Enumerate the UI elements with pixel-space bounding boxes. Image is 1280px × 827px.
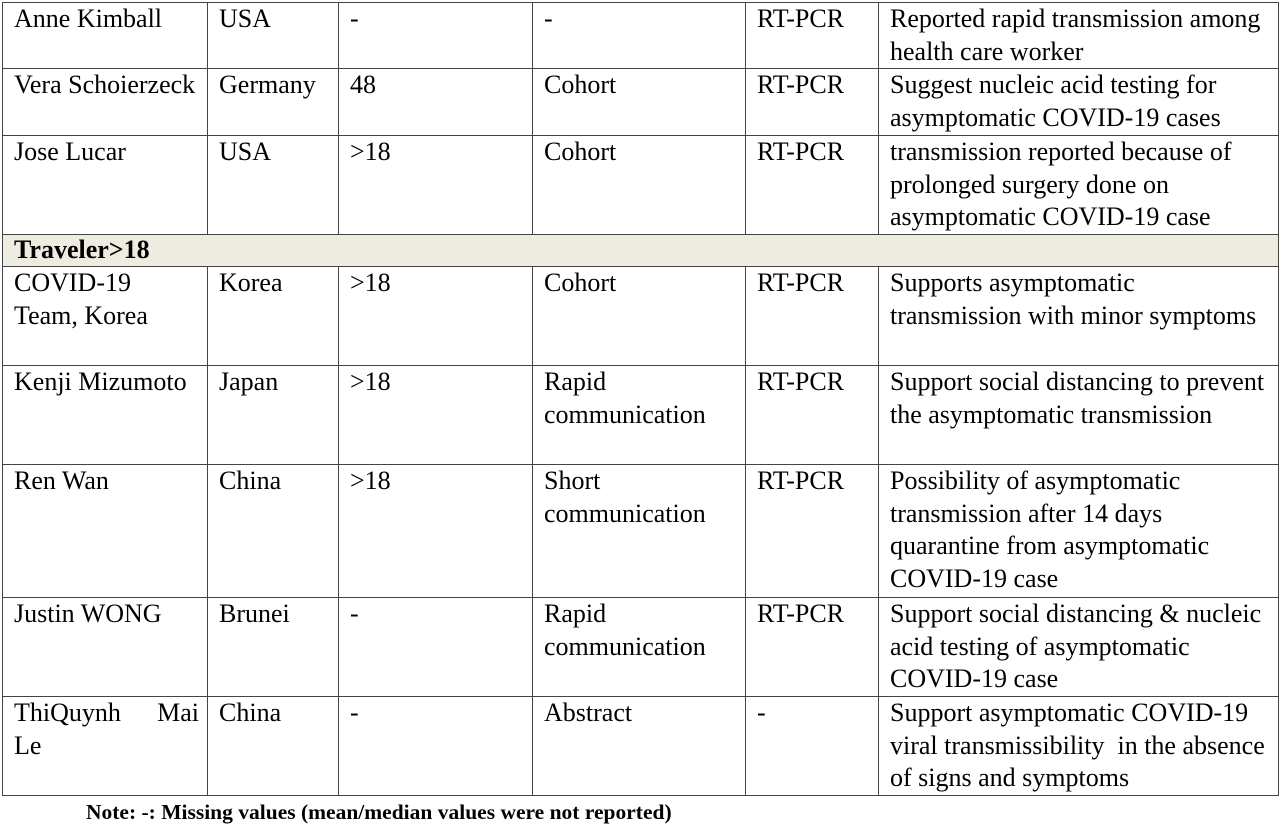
table-row: [3, 69, 1279, 136]
age-cell: >18: [339, 465, 533, 598]
finding-cell: Support social distancing & nucleic acid testing of asymptomatic COVID-19 case: [879, 598, 1279, 697]
author-cell: Kenji Mizumoto: [3, 366, 208, 465]
author-first-line: [14, 697, 199, 730]
author-cell: Anne Kimball: [3, 3, 208, 69]
author-middle-name: Mai: [157, 698, 199, 727]
table-row: [3, 366, 1279, 465]
country-cell: Korea: [208, 267, 339, 366]
author-cell: Ren Wan: [3, 465, 208, 598]
study-table: [2, 2, 1279, 796]
author-cell: Vera Schoierzeck: [3, 69, 208, 136]
method-cell: -: [746, 697, 879, 796]
method-cell: RT-PCR: [746, 136, 879, 235]
method-cell: RT-PCR: [746, 598, 879, 697]
author-cell: COVID-19 Team, Korea: [3, 267, 208, 366]
country-cell: USA: [208, 3, 339, 69]
method-cell: RT-PCR: [746, 366, 879, 465]
method-cell: RT-PCR: [746, 3, 879, 69]
country-cell: China: [208, 465, 339, 598]
finding-cell: Support asymptomatic COVID-19 viral transmissibility in the absence of signs and symptoms: [879, 697, 1279, 796]
age-cell: -: [339, 3, 533, 69]
author-cell: Jose Lucar: [3, 136, 208, 235]
finding-cell: Support social distancing to prevent the asymptomatic transmission: [879, 366, 1279, 465]
age-cell: 48: [339, 69, 533, 136]
country-cell: Germany: [208, 69, 339, 136]
table-row: [3, 267, 1279, 366]
finding-cell: Possibility of asymptomatic transmission after 14 days quarantine from asymptomatic COVID-19 case: [879, 465, 1279, 598]
age-cell: -: [339, 697, 533, 796]
table-note: Note: -: Missing values (mean/median values were not reported): [86, 800, 672, 824]
design-cell: Cohort: [533, 69, 746, 136]
design-cell: Abstract: [533, 697, 746, 796]
design-cell: Cohort: [533, 267, 746, 366]
finding-cell: Reported rapid transmission among health care worker: [879, 3, 1279, 69]
author-first-name: ThiQuynh: [14, 698, 121, 727]
age-cell: >18: [339, 136, 533, 235]
table-row: [3, 697, 1279, 796]
country-cell: Brunei: [208, 598, 339, 697]
finding-cell: Suggest nucleic acid testing for asymptomatic COVID-19 cases: [879, 69, 1279, 136]
design-cell: Cohort: [533, 136, 746, 235]
country-cell: Japan: [208, 366, 339, 465]
age-cell: >18: [339, 366, 533, 465]
table-row: [3, 136, 1279, 235]
author-last-name: Le: [14, 730, 42, 760]
method-cell: RT-PCR: [746, 465, 879, 598]
author-cell: Justin WONG: [3, 598, 208, 697]
age-cell: >18: [339, 267, 533, 366]
section-header-row: [3, 235, 1279, 267]
method-cell: RT-PCR: [746, 69, 879, 136]
table-row: [3, 465, 1279, 598]
section-title: Traveler>18: [3, 235, 1279, 267]
design-cell: Rapid communication: [533, 366, 746, 465]
age-cell: -: [339, 598, 533, 697]
design-cell: Rapid communication: [533, 598, 746, 697]
method-cell: RT-PCR: [746, 267, 879, 366]
finding-cell: transmission reported because of prolonged surgery done on asymptomatic COVID-19 case: [879, 136, 1279, 235]
finding-cell: Supports asymptomatic transmission with minor symptoms: [879, 267, 1279, 366]
design-cell: -: [533, 3, 746, 69]
author-cell: [3, 697, 208, 796]
table-row: [3, 3, 1279, 69]
table-row: [3, 598, 1279, 697]
country-cell: China: [208, 697, 339, 796]
design-cell: Short communication: [533, 465, 746, 598]
country-cell: USA: [208, 136, 339, 235]
